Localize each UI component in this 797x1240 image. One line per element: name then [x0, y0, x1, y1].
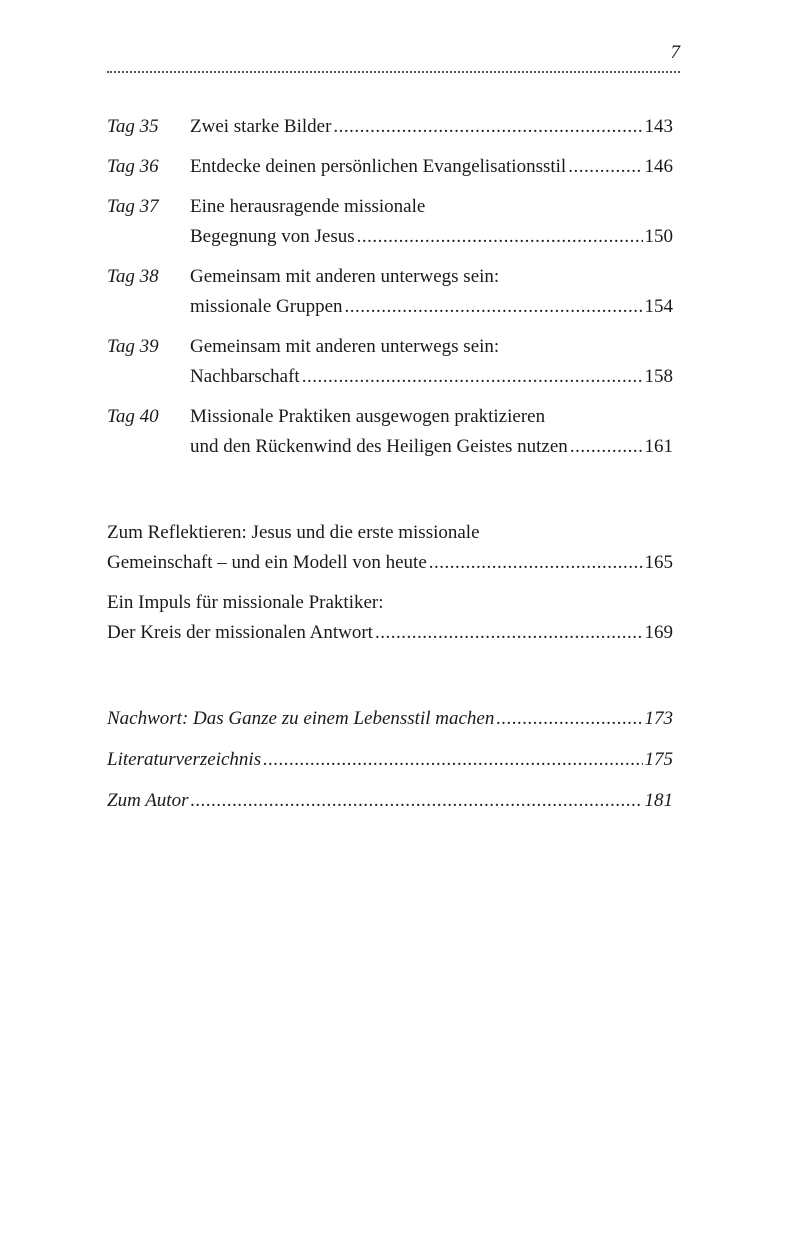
entry-title: und den Rückenwind des Heiligen Geistes nutzen — [190, 436, 568, 457]
entry-title: missionale Gruppen — [190, 296, 343, 317]
entry-title: Nachbarschaft — [190, 366, 300, 387]
dot-leader — [357, 222, 643, 252]
entry-page: 143 — [644, 116, 673, 137]
header-dotted-rule — [107, 71, 680, 73]
entry-title-line: Eine herausragende missionale — [190, 196, 426, 217]
toc-entry-zum-autor[interactable] — [107, 786, 673, 816]
entry-page: 165 — [644, 552, 673, 573]
toc-line — [190, 292, 673, 322]
entry-title: Zwei starke Bilder — [190, 116, 332, 137]
toc-line — [107, 745, 673, 775]
toc-entry-tag-39[interactable] — [107, 332, 673, 392]
dot-leader — [263, 745, 642, 775]
dot-leader — [333, 112, 642, 142]
entry-title: Gemeinschaft – und ein Modell von heute — [107, 552, 427, 573]
day-label: Tag 40 — [107, 406, 159, 427]
day-label: Tag 38 — [107, 266, 159, 287]
entry-title: Begegnung von Jesus — [190, 226, 355, 247]
entry-page: 181 — [644, 790, 673, 811]
toc-line — [107, 704, 673, 734]
toc-entry-reflektieren[interactable] — [107, 518, 673, 578]
toc-entry-nachwort[interactable] — [107, 704, 673, 734]
entry-page: 175 — [644, 749, 673, 770]
entry-page: 150 — [644, 226, 673, 247]
toc-entry-tag-37[interactable] — [107, 192, 673, 252]
dot-leader — [345, 292, 643, 322]
entry-page: 161 — [644, 436, 673, 457]
entry-title-line: Gemeinsam mit anderen unterwegs sein: — [190, 266, 500, 287]
day-label: Tag 39 — [107, 336, 159, 357]
entry-page: 173 — [644, 708, 673, 729]
day-label: Tag 37 — [107, 196, 159, 217]
table-of-contents — [107, 112, 673, 816]
toc-entry-literaturverzeichnis[interactable] — [107, 745, 673, 775]
toc-entry-tag-40[interactable] — [107, 402, 673, 462]
toc-line — [190, 112, 673, 142]
entry-title: Der Kreis der missionalen Antwort — [107, 622, 373, 643]
toc-line — [190, 152, 673, 182]
dot-leader — [375, 618, 643, 648]
entry-title-line: Zum Reflektieren: Jesus und die erste missionale — [107, 522, 480, 543]
toc-line — [190, 222, 673, 252]
entry-title: Entdecke deinen persönlichen Evangelisationsstil — [190, 156, 567, 177]
day-label: Tag 36 — [107, 156, 159, 177]
page-number: 7 — [670, 42, 680, 63]
toc-entry-impuls[interactable] — [107, 588, 673, 648]
toc-entry-tag-36[interactable] — [107, 152, 673, 182]
day-label: Tag 35 — [107, 116, 159, 137]
toc-line — [107, 786, 673, 816]
entry-title: Literaturverzeichnis — [107, 749, 262, 770]
toc-line — [190, 432, 673, 462]
toc-line — [107, 548, 673, 578]
entry-page: 154 — [644, 296, 673, 317]
entry-title-line: Missionale Praktiken ausgewogen praktizieren — [190, 406, 546, 427]
toc-line — [107, 618, 673, 648]
entry-title-line: Ein Impuls für missionale Praktiker: — [107, 592, 384, 613]
dot-leader — [496, 704, 642, 734]
dot-leader — [302, 362, 643, 392]
entry-title-line: Gemeinsam mit anderen unterwegs sein: — [190, 336, 500, 357]
entry-page: 169 — [644, 622, 673, 643]
dot-leader — [568, 152, 642, 182]
entry-title: Nachwort: Das Ganze zu einem Lebensstil machen — [107, 708, 495, 729]
toc-line — [190, 362, 673, 392]
dot-leader — [570, 432, 643, 462]
entry-title: Zum Autor — [107, 790, 189, 811]
toc-entry-tag-35[interactable] — [107, 112, 673, 142]
toc-entry-tag-38[interactable] — [107, 262, 673, 322]
dot-leader — [429, 548, 643, 578]
entry-page: 158 — [644, 366, 673, 387]
entry-page: 146 — [644, 156, 673, 177]
dot-leader — [190, 786, 642, 816]
